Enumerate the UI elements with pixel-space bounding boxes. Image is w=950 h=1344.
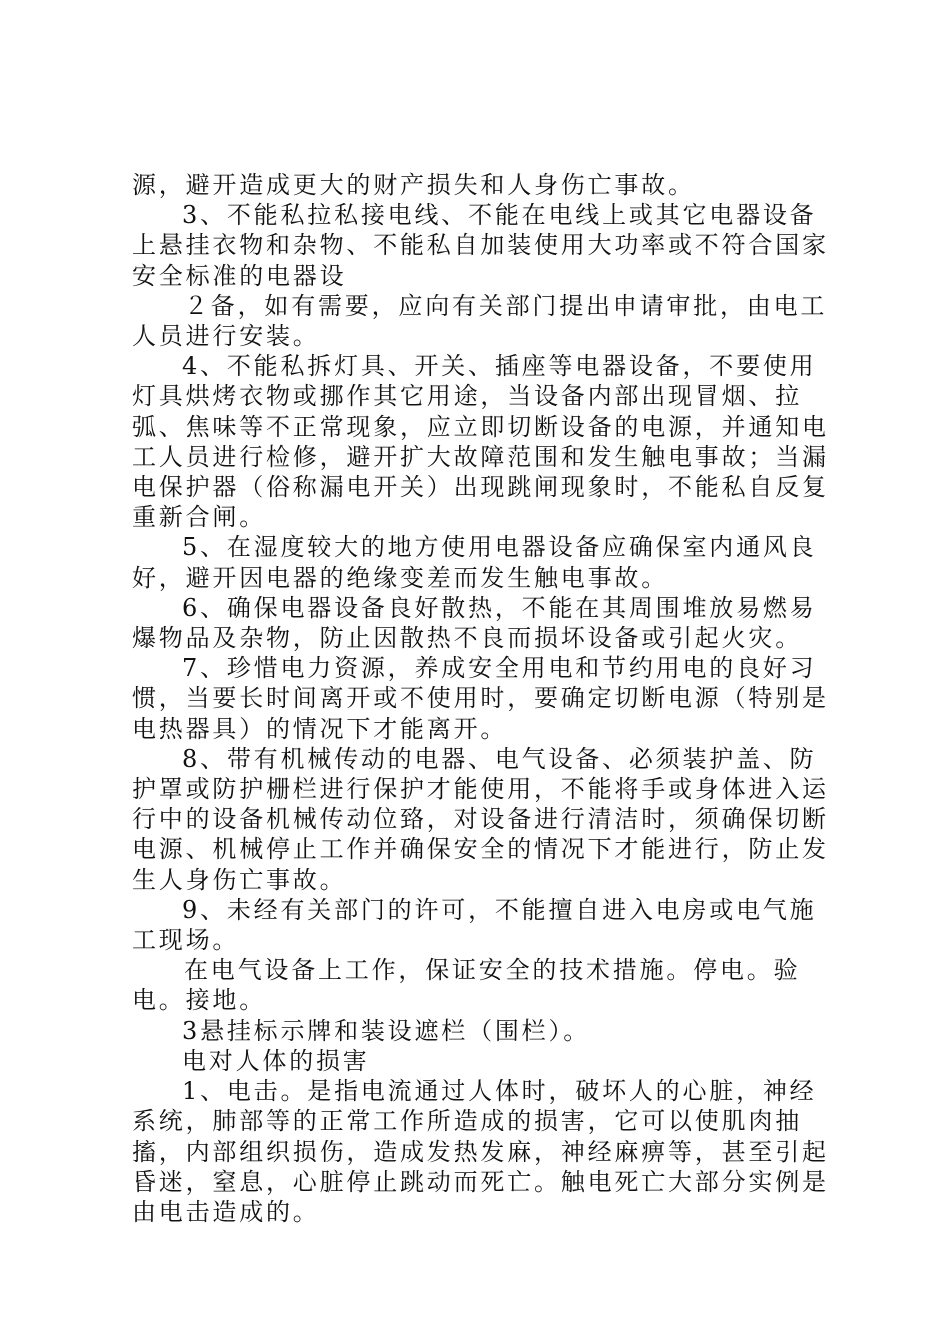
paragraph-continuation: 源，避开造成更大的财产损失和人身伤亡事故。	[132, 171, 695, 199]
paragraph-item-4: 4、不能私拆灯具、开关、插座等电器设备，不要使用灯具烘烤衣物或挪作其它用途，当设备内部出现冒烟、拉弧、焦味等不正常现象，应立即切断设备的电源，并通知电工人员进行检修，避开扩大故障范围和发生触电事故；当漏电保护器（俗称漏电开关）出现跳闸现象时，不能私自反复重新合闸。	[132, 352, 829, 532]
paragraph-item-3: 3、不能私拉私接电线、不能在电线上或其它电器设备上悬挂衣物和杂物、不能私自加装使用大功率或不符合国家安全标准的电器设	[132, 201, 829, 290]
paragraph-item-9: 9、未经有关部门的许可，不能擅自进入电房或电气施工现场。	[132, 895, 817, 955]
paragraph-electric-shock: 1、电击。是指电流通过人体时，破坏人的心脏，神经系统，肺部等的正常工作所造成的损害，它可以使肌肉抽搐，内部组织损伤，造成发热发麻，神经麻痹等，甚至引起昏迷，窒息，心脏停止跳动而死亡。触电死亡大部分实例是由电击造成的。	[132, 1077, 829, 1226]
paragraph-safety-measures: 在电气设备上工作，保证安全的技术措施。停电。验电。接地。	[132, 956, 801, 1015]
paragraph-item-5: 5、在湿度较大的地方使用电器设备应确保室内通风良好，避开因电器的绝缘变差而发生触电事故。	[132, 533, 817, 592]
section-heading-electric-harm: 电对人体的损害	[182, 1046, 370, 1075]
paragraph-item-6: 6、确保电器设备良好散热，不能在其周围堆放易燃易爆物品及杂物，防止因散热不良而损坏设备或引起火灾。	[132, 593, 817, 653]
paragraph-item-8: 8、带有机械传动的电器、电气设备、必须装护盖、防护罩或防护栅栏进行保护才能使用，不能将手或身体进入运行中的设备机械传动位臵，对设备进行清洁时，须确保切断电源、机械停止工作并确保安全的情况下才能进行，防止发生人身伤亡事故。	[132, 744, 829, 894]
document-body	[132, 170, 832, 1227]
paragraph-item-7: 7、珍惜电力资源，养成安全用电和节约用电的良好习惯，当要长时间离开或不使用时，要确定切断电源（特别是电热器具）的情况下才能离开。	[132, 654, 829, 743]
paragraph-signs-barriers: 3悬挂标示牌和装设遮栏（围栏）。	[182, 1016, 591, 1045]
paragraph-item-3-continued: ２备，如有需要，应向有关部门提出申请审批，由电工人员进行安装。	[132, 291, 828, 351]
